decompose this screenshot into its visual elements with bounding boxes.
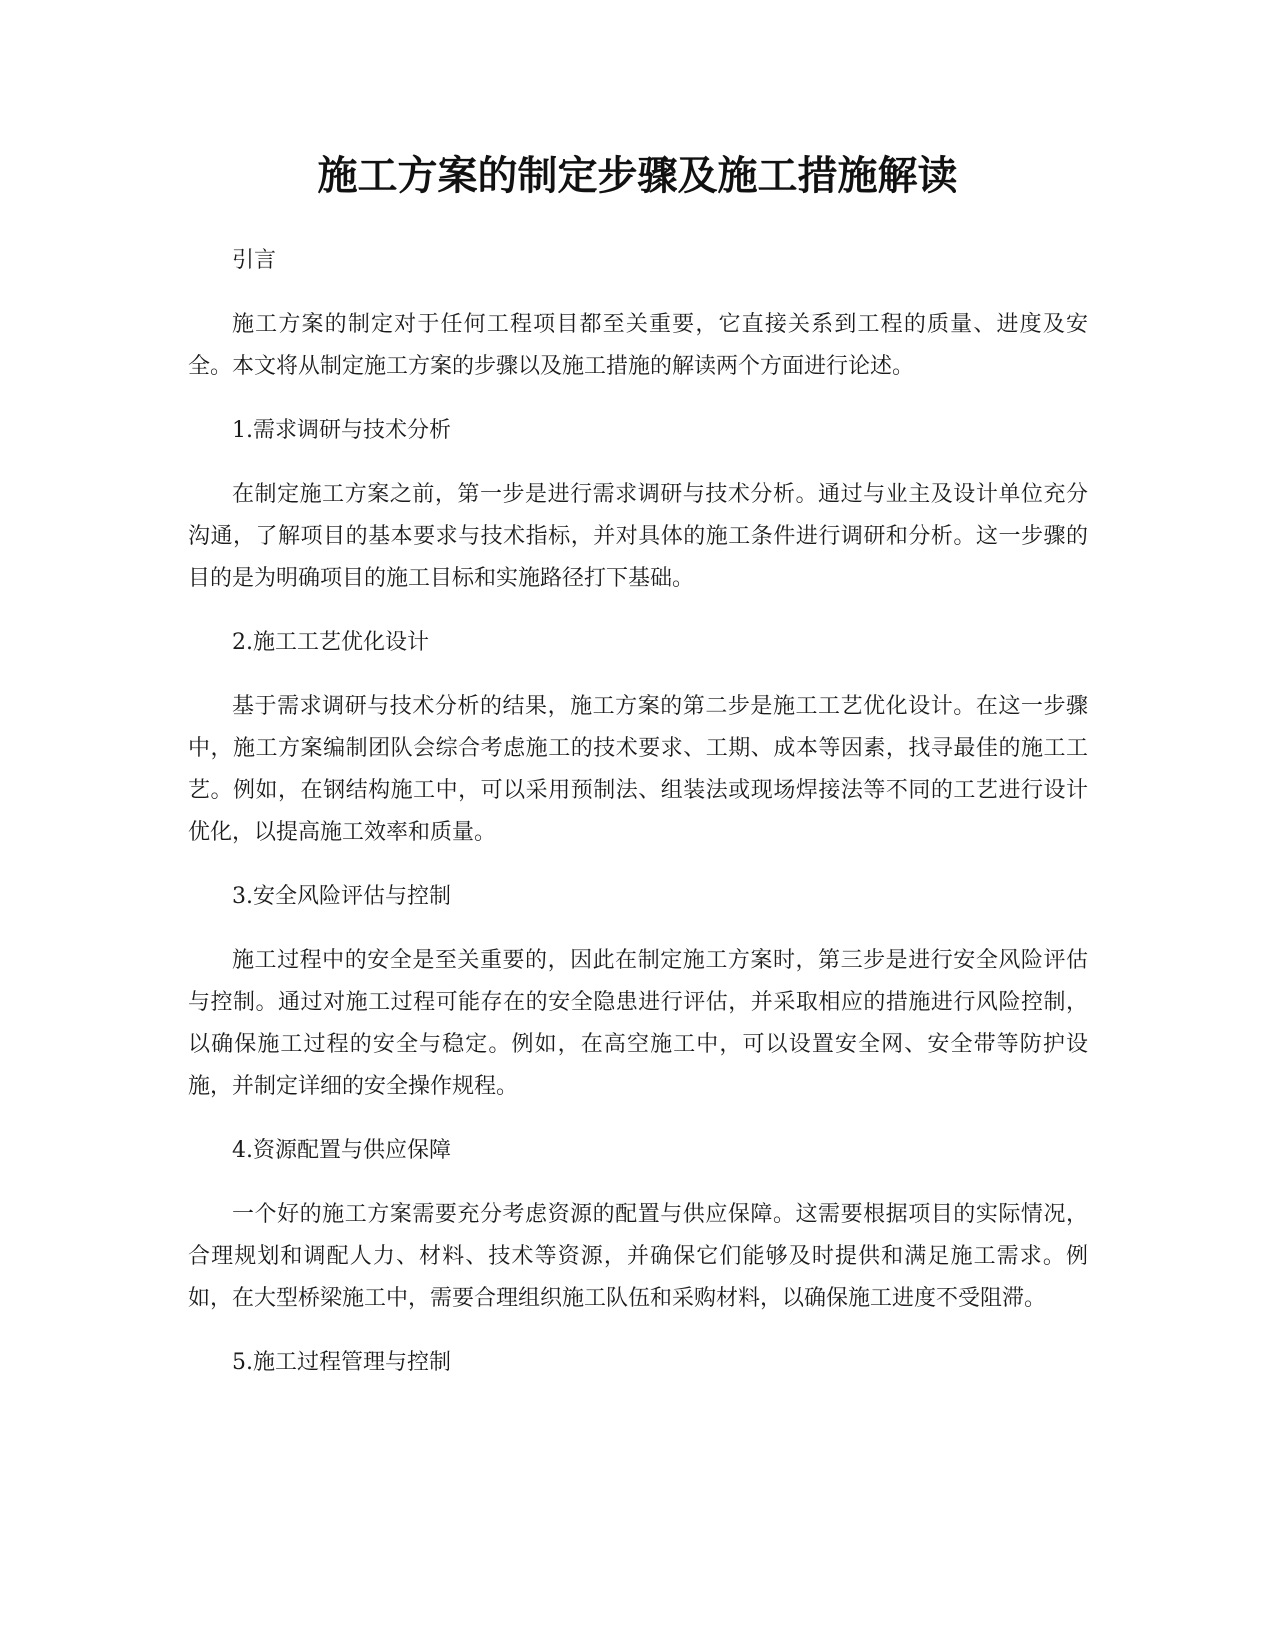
document-body bbox=[188, 240, 1088, 1406]
document-title: 施工方案的制定步骤及施工措施解读 bbox=[317, 153, 958, 199]
section-paragraph-2: 基于需求调研与技术分析的结果，施工方案的第二步是施工工艺优化设计。在这一步骤中，施工方案编制团队会综合考虑施工的技术要求、工期、成本等因素，找寻最佳的施工工艺。例如，在钢结构施工中，可以采用预制法、组装法或现场焊接法等不同的工艺进行设计优化，以提高施工效率和质量。 bbox=[188, 694, 1088, 845]
section-paragraph-1: 在制定施工方案之前，第一步是进行需求调研与技术分析。通过与业主及设计单位充分沟通，了解项目的基本要求与技术指标，并对具体的施工条件进行调研和分析。这一步骤的目的是为明确项目的施工目标和实施路径打下基础。 bbox=[188, 482, 1088, 591]
intro-paragraph: 施工方案的制定对于任何工程项目都至关重要，它直接关系到工程的质量、进度及安全。本文将从制定施工方案的步骤以及施工措施的解读两个方面进行论述。 bbox=[188, 312, 1088, 379]
section-heading-4: 4.资源配置与供应保障 bbox=[232, 1138, 451, 1163]
section-paragraph-3: 施工过程中的安全是至关重要的，因此在制定施工方案时，第三步是进行安全风险评估与控制。通过对施工过程可能存在的安全隐患进行评估，并采取相应的措施进行风险控制，以确保施工过程的安全与稳定。例如，在高空施工中，可以设置安全网、安全带等防护设施，并制定详细的安全操作规程。 bbox=[188, 948, 1088, 1099]
section-heading-5: 5.施工过程管理与控制 bbox=[232, 1350, 451, 1375]
section-heading-1: 1.需求调研与技术分析 bbox=[232, 418, 451, 443]
intro-heading: 引言 bbox=[232, 248, 277, 273]
section-heading-3: 3.安全风险评估与控制 bbox=[232, 884, 451, 909]
section-paragraph-4: 一个好的施工方案需要充分考虑资源的配置与供应保障。这需要根据项目的实际情况，合理规划和调配人力、材料、技术等资源，并确保它们能够及时提供和满足施工需求。例如，在大型桥梁施工中，需要合理组织施工队伍和采购材料，以确保施工进度不受阻滞。 bbox=[188, 1202, 1088, 1311]
section-heading-2: 2.施工工艺优化设计 bbox=[232, 630, 429, 655]
